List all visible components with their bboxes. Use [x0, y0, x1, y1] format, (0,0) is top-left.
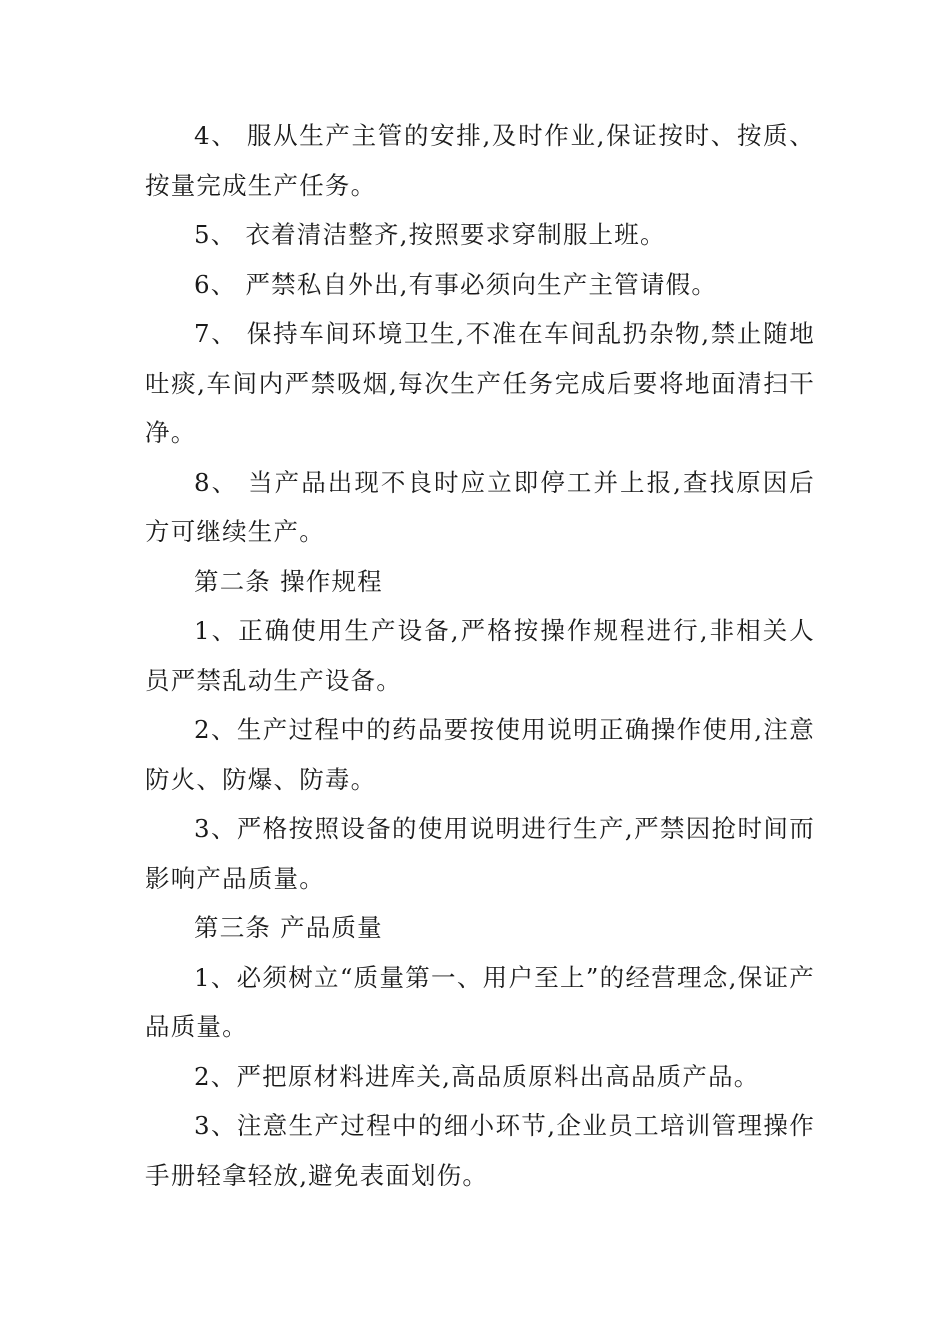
procedure-item-1: 1、正确使用生产设备,严格按操作规程进行,非相关人员严禁乱动生产设备。 — [145, 616, 815, 695]
rule-item-5: 5、 衣着清洁整齐,按照要求穿制服上班。 — [194, 220, 666, 249]
procedure-item-3: 3、严格按照设备的使用说明进行生产,严禁因抢时间而影响产品质量。 — [145, 814, 815, 893]
document-body — [145, 111, 815, 1200]
rule-item-4: 4、 服从生产主管的安排,及时作业,保证按时、按质、按量完成生产任务。 — [145, 121, 815, 200]
procedure-item-2: 2、生产过程中的药品要按使用说明正确操作使用,注意防火、防爆、防毒。 — [145, 715, 815, 794]
rule-item-7: 7、 保持车间环境卫生,不准在车间乱扔杂物,禁止随地吐痰,车间内严禁吸烟,每次生产任务完成后要将地面清扫干净。 — [145, 319, 815, 447]
section-heading-product-quality: 第三条 产品质量 — [194, 913, 383, 942]
quality-item-1: 1、必须树立“质量第一、用户至上”的经营理念,保证产品质量。 — [145, 962, 815, 1041]
quality-item-2: 2、严把原材料进库关,高品质原料出高品质产品。 — [194, 1061, 760, 1091]
section-heading-operating-procedures: 第二条 操作规程 — [194, 566, 383, 596]
rule-item-8: 8、 当产品出现不良时应立即停工并上报,查找原因后方可继续生产。 — [145, 467, 815, 546]
rule-item-6: 6、 严禁私自外出,有事必须向生产主管请假。 — [194, 269, 718, 299]
quality-item-3: 3、注意生产过程中的细小环节,企业员工培训管理操作手册轻拿轻放,避免表面划伤。 — [145, 1111, 815, 1190]
